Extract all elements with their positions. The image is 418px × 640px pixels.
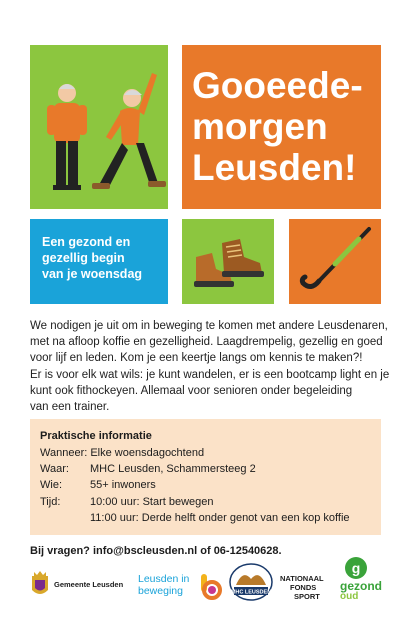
contact-line[interactable]: Bij vragen? info@bscleusden.nl of 06-12540628. <box>30 545 282 557</box>
info-value: MHC Leusden, Schammersteeg 2 <box>90 463 256 476</box>
hockey-stick-tile <box>289 219 381 304</box>
info-label <box>40 510 90 526</box>
intro-paragraph <box>30 318 392 415</box>
info-value: 11:00 uur: Derde helft onder genot van een kop koffie <box>90 511 350 524</box>
leusden-beweging-line-1: Leusden in <box>138 573 190 585</box>
title-line-1: Gooeede- <box>192 65 363 106</box>
coat-of-arms-icon <box>30 570 50 600</box>
nationaal-line-2: FONDS <box>290 583 317 592</box>
intro-line: voor lijf en leden. Kom je een keertje langs om kennis te maken?! <box>30 352 363 365</box>
subtitle-line-3: van je woensdag <box>42 267 143 281</box>
gezond-label: gezond <box>340 579 382 593</box>
mhc-leusden-emblem-icon <box>229 563 273 601</box>
title-line-3: Leusden! <box>192 147 357 188</box>
subtitle-line-1: Een gezond en <box>42 235 131 249</box>
leusden-in-beweging-logo <box>138 572 223 600</box>
gezond-oud-logo <box>340 556 385 604</box>
info-value: 10:00 uur: Start bewegen <box>90 495 214 508</box>
svg-text:g: g <box>351 560 361 576</box>
title-tile <box>182 45 381 209</box>
info-wanneer: Wanneer: Elke woensdagochtend <box>40 447 205 459</box>
info-title: Praktische informatie <box>40 430 152 442</box>
practical-info-box <box>30 419 381 535</box>
mhc-label: MHC LEUSDEN <box>230 589 272 596</box>
nationaal-fonds-sport-logo <box>280 575 332 603</box>
info-row-wanneer <box>40 445 371 461</box>
leusden-beweging-mark-icon <box>198 572 222 600</box>
subtitle-tile <box>30 219 168 304</box>
gemeente-name: Gemeente Leusden <box>54 580 124 589</box>
intro-line: Er is voor elk wat wils: je kunt wandelen, er is een bootcamp light en je <box>30 368 390 381</box>
info-label: Waar: <box>40 463 69 476</box>
info-row-tijd-2 <box>40 510 371 526</box>
hiking-boots-tile <box>182 219 274 304</box>
intro-line: van een trainer. <box>30 401 110 414</box>
exercise-illustration-tile <box>30 45 168 209</box>
intro-line: We nodigen je uit om in beweging te komen met andere Leusdenaren, <box>30 320 388 332</box>
title-line-2: morgen <box>192 106 328 147</box>
subtitle-line-2: gezellig begin <box>42 251 125 265</box>
gezond-oud-mark-icon <box>344 556 374 580</box>
intro-line: kunt ook fithockeyen. Allemaal voor senioren onder begeleiding <box>30 384 353 397</box>
gemeente-leusden-logo <box>30 570 130 600</box>
subtitle <box>42 234 162 282</box>
leusden-beweging-line-2: beweging <box>138 585 183 597</box>
oud-label: oud <box>340 591 359 602</box>
info-value: 55+ inwoners <box>90 479 156 492</box>
intro-line: met na afloop koffie en gezelligheid. Laagdrempelig, gezellig en goed <box>30 336 383 349</box>
seniors-exercising-illustration <box>30 45 168 209</box>
hiking-boots-icon <box>182 219 274 304</box>
info-label: Wie: <box>40 479 62 492</box>
nationaal-line-3: SPORT <box>294 592 320 601</box>
hockey-stick-icon <box>289 219 381 304</box>
info-row-wie <box>40 477 371 493</box>
info-row-waar <box>40 461 371 477</box>
page-title <box>192 65 377 188</box>
mhc-leusden-logo <box>229 563 273 601</box>
nationaal-line-1: NATIONAAL <box>280 574 324 583</box>
info-label: Tijd: <box>40 495 61 508</box>
info-row-tijd <box>40 494 371 510</box>
